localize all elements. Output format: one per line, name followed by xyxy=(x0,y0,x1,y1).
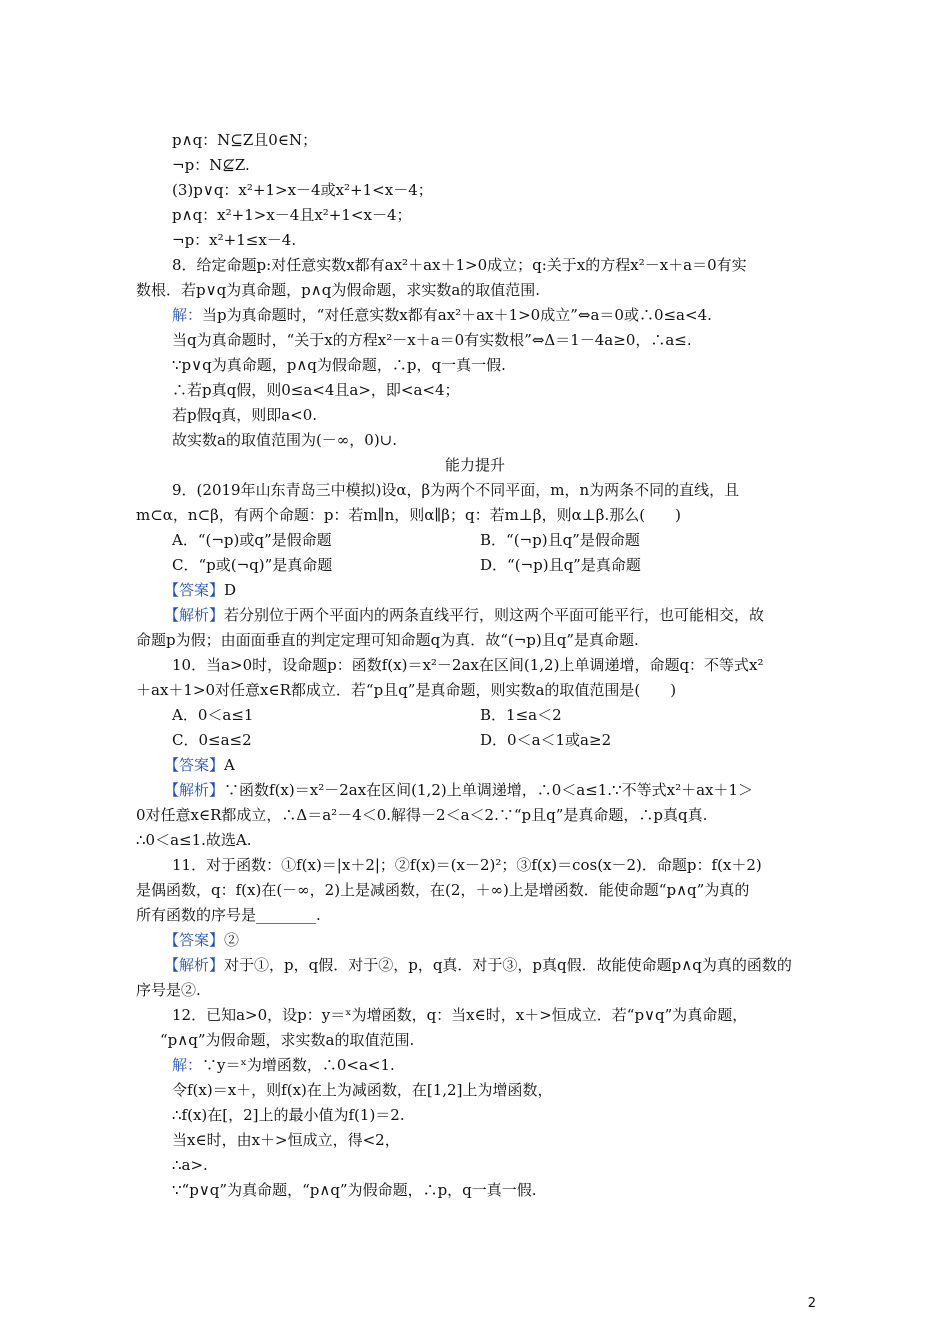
text-line: (3)p∨q：x²+1>x－4或x²+1<x－4； xyxy=(172,181,433,199)
answer-tag: 【答案】 xyxy=(164,931,225,949)
question-10-line: 10．当a>0时，设命题p：函数f(x)＝x²－2ax在区间(1,2)上单调递增，命题q：不等式x² xyxy=(172,656,764,674)
text-line: p∧q：N⊆Z且0∈N； xyxy=(172,131,318,149)
analysis-line: 【解析】∵函数f(x)＝x²－2ax在区间(1,2)上单调递增，∴0＜a≤1.∵不等式x²＋ax＋1＞ xyxy=(164,781,754,799)
answer-line: 【答案】A xyxy=(164,756,235,774)
text-line: ∴a>. xyxy=(172,1156,208,1174)
text-line: ∵“p∨q”为真命题，“p∧q”为假命题，∴p，q一真一假. xyxy=(172,1181,537,1199)
text-line: 若p假q真，则即a<0. xyxy=(172,406,318,424)
text-line: 数根．若p∨q为真命题，p∧q为假命题，求实数a的取值范围. xyxy=(136,281,541,299)
answer-tag: 【答案】 xyxy=(164,581,225,599)
solution-line: 解：当p为真命题时，“对任意实数x都有ax²＋ax＋1>0成立”⇔a＝0或∴0≤a<4. xyxy=(172,306,712,324)
option-a: A．0＜a≤1 xyxy=(172,706,254,724)
text-line: 故实数a的取值范围为(－∞，0)∪. xyxy=(172,431,398,449)
option-b: B．“(¬p)且q”是假命题 xyxy=(480,531,640,549)
text-line: 所有函数的序号是________. xyxy=(136,906,321,924)
analysis-tag: 【解析】 xyxy=(164,606,225,624)
page-number: 2 xyxy=(807,1296,816,1311)
analysis-tag: 【解析】 xyxy=(164,781,225,799)
option-d: D．0＜a＜1或a≥2 xyxy=(480,731,612,749)
text-line: “p∧q”为假命题，求实数a的取值范围. xyxy=(160,1031,415,1049)
answer-line: 【答案】D xyxy=(164,581,237,599)
option-c: C．0≤a≤2 xyxy=(172,731,252,749)
solution-tag: 解： xyxy=(172,1056,203,1074)
text-line: 是偶函数，q：f(x)在(－∞，2)上是减函数，在(2，＋∞)上是增函数．能使命题“p∧q”为真的 xyxy=(136,881,750,899)
analysis-tag: 【解析】 xyxy=(164,956,225,974)
question-12-line: 12．已知a>0，设p：y＝ˣ为增函数，q：当x∈时，x＋>恒成立．若“p∨q”为真命题， xyxy=(172,1006,748,1024)
answer-line: 【答案】② xyxy=(164,931,240,949)
analysis-line: 【解析】若分别位于两个平面内的两条直线平行，则这两个平面可能平行，也可能相交，故 xyxy=(164,606,765,624)
option-c: C．“p或(¬q)”是真命题 xyxy=(172,556,333,574)
text-line: ¬p：N⊈Z. xyxy=(172,156,250,174)
text-line: 当q为真命题时，“关于x的方程x²－x＋a＝0有实数根”⇔Δ＝1－4a≥0，∴a≤. xyxy=(172,331,692,349)
question-9-line: 9．(2019年山东青岛三中模拟)设α，β为两个不同平面，m，n为两条不同的直线，且 xyxy=(172,481,740,499)
text-line: 序号是②. xyxy=(136,981,201,999)
answer-tag: 【答案】 xyxy=(164,756,225,774)
text-line: p∧q：x²+1>x－4且x²+1<x－4； xyxy=(172,206,412,224)
text-line: ¬p：x²+1≤x－4. xyxy=(172,231,297,249)
analysis-line: 【解析】对于①，p，q假．对于②，p，q真．对于③，p真q假．故能使命题p∧q为真的函数的 xyxy=(164,956,792,974)
question-8-line: 8．给定命题p:对任意实数x都有ax²＋ax＋1>0成立；q:关于x的方程x²－x＋a＝0有实 xyxy=(172,256,747,274)
text-line: ∴若p真q假，则0≤a<4且a>，即<a<4； xyxy=(172,381,460,399)
text-line: ∴f(x)在[，2]上的最小值为f(1)＝2. xyxy=(172,1106,405,1124)
text-line: 命题p为假；由面面垂直的判定定理可知命题q为真．故“(¬p)且q”是真命题. xyxy=(136,631,639,649)
solution-tag: 解： xyxy=(172,306,203,324)
solution-line: 解：∵y＝ˣ为增函数，∴0<a<1. xyxy=(172,1056,395,1074)
option-a: A．“(¬p)或q”是假命题 xyxy=(172,531,332,549)
option-d: D．“(¬p)且q”是真命题 xyxy=(480,556,641,574)
text-line: 0对任意x∈R都成立，∴Δ＝a²－4＜0.解得－2＜a＜2.∵“p且q”是真命题，∴p真q真. xyxy=(136,806,708,824)
text-line: ∴0＜a≤1.故选A. xyxy=(136,831,252,849)
question-11-line: 11．对于函数：①f(x)＝|x＋2|；②f(x)＝(x－2)²；③f(x)＝cos(x－2)．命题p：f(x＋2) xyxy=(172,856,762,874)
option-b: B．1≤a＜2 xyxy=(480,706,562,724)
text-line: ∵p∨q为真命题，p∧q为假命题，∴p，q一真一假. xyxy=(172,356,506,374)
text-line: m⊂α，n⊂β，有两个命题：p：若m∥n，则α∥β；q：若m⊥β，则α⊥β.那么( ) xyxy=(136,506,681,524)
text-line: 当x∈时，由x＋>恒成立，得<2， xyxy=(172,1131,400,1149)
section-heading: 能力提升 xyxy=(444,456,505,474)
text-line: 令f(x)＝x＋，则f(x)在上为减函数，在[1,2]上为增函数， xyxy=(172,1081,553,1099)
text-line: ＋ax＋1>0对任意x∈R都成立．若“p且q”是真命题，则实数a的取值范围是( ) xyxy=(136,681,677,699)
